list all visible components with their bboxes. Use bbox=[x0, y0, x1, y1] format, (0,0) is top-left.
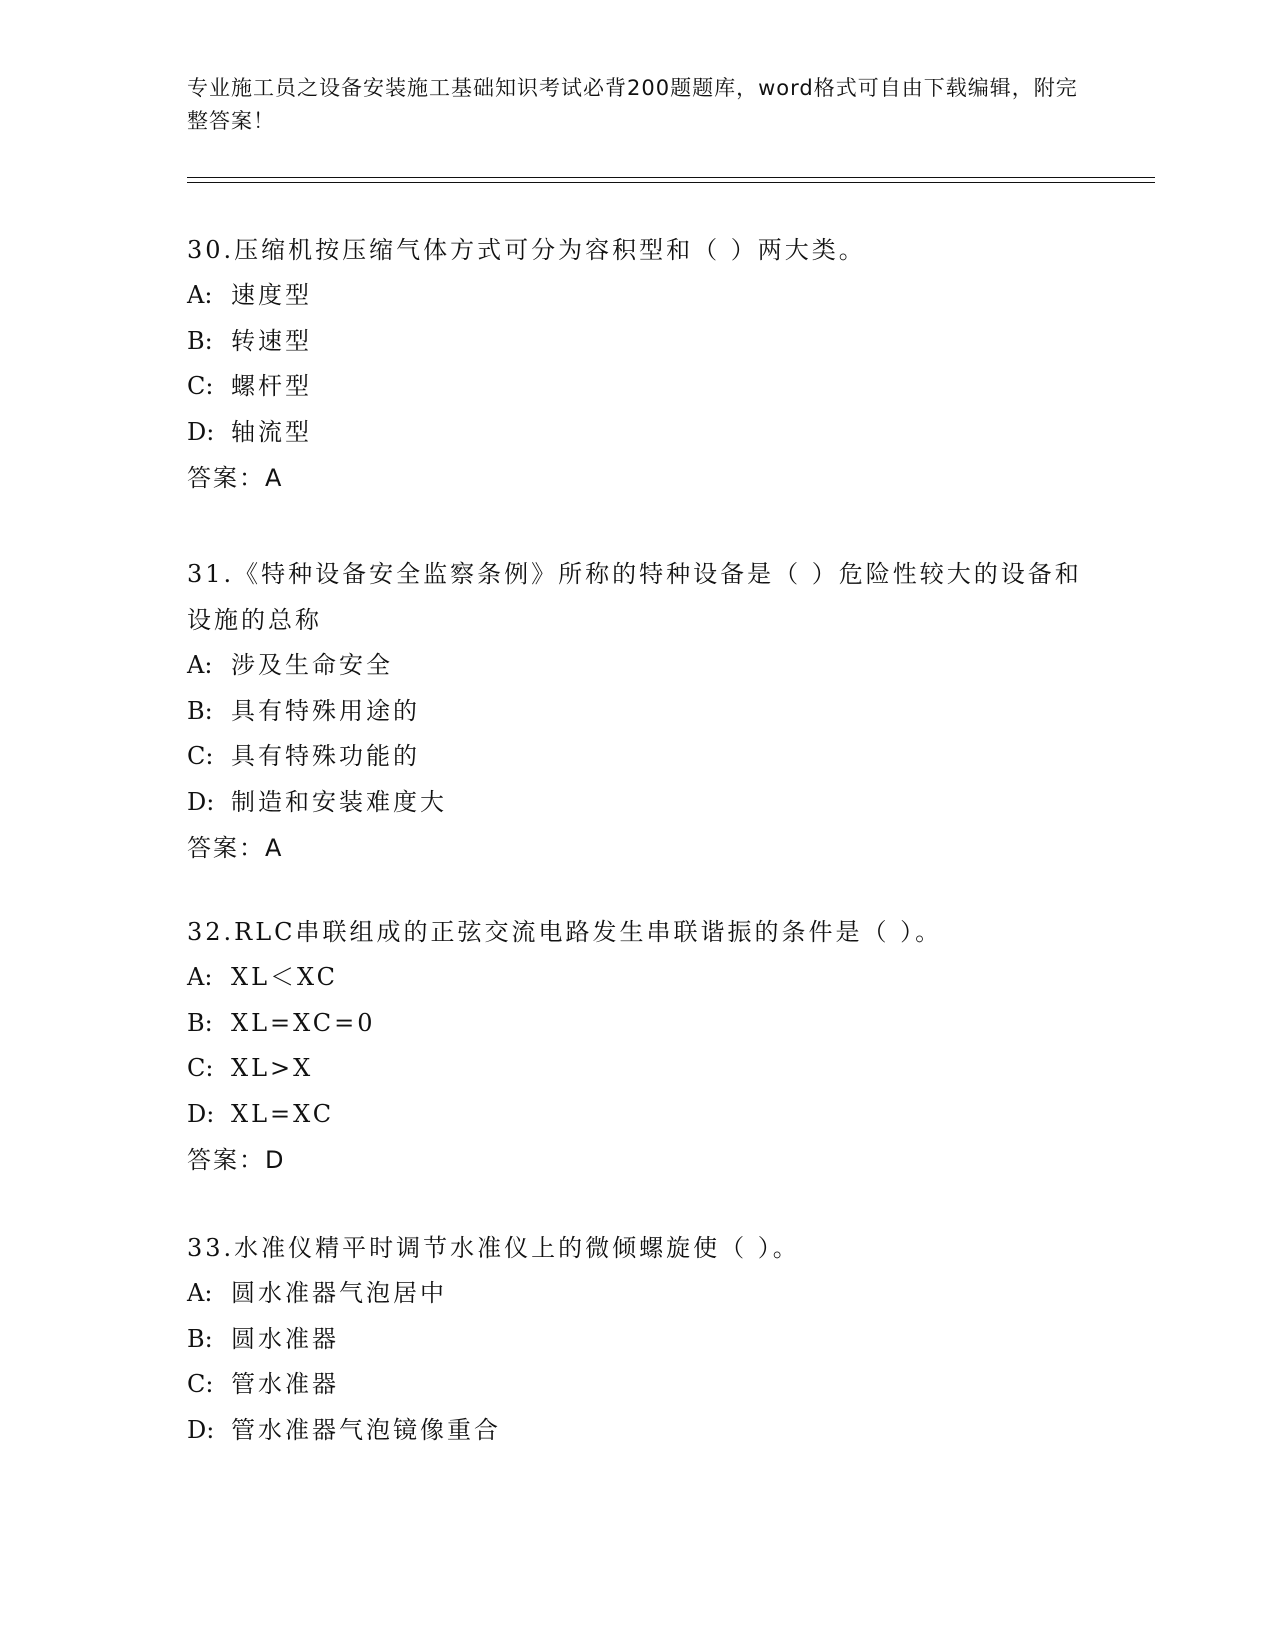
question-stem: 30.压缩机按压缩气体方式可分为容积型和（ ）两大类。 bbox=[187, 236, 866, 264]
option-d bbox=[187, 1092, 1087, 1138]
option-text: 管水准器 bbox=[231, 1370, 339, 1398]
question-31 bbox=[187, 551, 1087, 871]
option-text: 涉及生命安全 bbox=[231, 651, 393, 679]
option-a bbox=[187, 1271, 1087, 1317]
option-letter: C: bbox=[187, 1370, 214, 1398]
option-text: XL>X bbox=[231, 1054, 314, 1082]
option-c bbox=[187, 364, 1087, 410]
option-text: 转速型 bbox=[231, 326, 312, 355]
option-text: 制造和安装难度大 bbox=[231, 787, 447, 816]
option-letter: A: bbox=[187, 281, 213, 309]
option-text: 轴流型 bbox=[231, 417, 312, 446]
question-30 bbox=[187, 227, 1087, 501]
option-letter: B: bbox=[187, 1008, 213, 1037]
option-text: 具有特殊用途的 bbox=[231, 696, 420, 725]
option-c bbox=[187, 734, 1087, 780]
option-letter: D: bbox=[187, 417, 215, 446]
option-c bbox=[187, 1046, 1087, 1092]
option-letter: A: bbox=[187, 651, 213, 679]
option-letter: C: bbox=[187, 1054, 214, 1082]
option-c bbox=[187, 1362, 1087, 1408]
header-divider-top bbox=[187, 177, 1155, 178]
option-text: 圆水准器 bbox=[231, 1324, 339, 1353]
option-d bbox=[187, 410, 1087, 456]
option-d bbox=[187, 1408, 1087, 1454]
option-letter: B: bbox=[187, 696, 213, 725]
question-stem: 33.水准仪精平时调节水准仪上的微倾螺旋使（ ）。 bbox=[187, 1234, 800, 1262]
option-letter: D: bbox=[187, 787, 215, 816]
option-b bbox=[187, 1317, 1087, 1363]
option-b bbox=[187, 1001, 1087, 1047]
option-a bbox=[187, 955, 1087, 1001]
option-text: 速度型 bbox=[231, 281, 312, 309]
header-divider-bottom bbox=[187, 182, 1155, 183]
option-letter: A: bbox=[187, 963, 213, 991]
option-letter: D: bbox=[187, 1099, 215, 1128]
option-text: XL=XC=0 bbox=[231, 1008, 376, 1037]
answer-line: 答案：D bbox=[187, 1146, 286, 1174]
option-text: XL＜XC bbox=[231, 963, 339, 991]
option-a bbox=[187, 643, 1087, 689]
question-32 bbox=[187, 909, 1087, 1183]
option-a bbox=[187, 273, 1087, 319]
document-header: 专业施工员之设备安装施工基础知识考试必背200题题库，word格式可自由下载编辑，附完整答案！ bbox=[187, 76, 1078, 133]
option-letter: D: bbox=[187, 1415, 215, 1444]
option-text: XL=XC bbox=[231, 1099, 335, 1128]
option-text: 螺杆型 bbox=[231, 372, 312, 400]
answer-line: 答案：A bbox=[187, 464, 284, 492]
option-text: 圆水准器气泡居中 bbox=[231, 1279, 447, 1307]
option-text: 具有特殊功能的 bbox=[231, 742, 420, 770]
question-stem: 31.《特种设备安全监察条例》所称的特种设备是（ ）危险性较大的设备和设施的总称 bbox=[187, 560, 1082, 634]
option-d bbox=[187, 780, 1087, 826]
question-33 bbox=[187, 1225, 1087, 1453]
option-letter: B: bbox=[187, 1324, 213, 1353]
option-letter: C: bbox=[187, 742, 214, 770]
option-b bbox=[187, 689, 1087, 735]
option-letter: C: bbox=[187, 372, 214, 400]
option-letter: B: bbox=[187, 326, 213, 355]
option-text: 管水准器气泡镜像重合 bbox=[231, 1415, 501, 1444]
option-b bbox=[187, 319, 1087, 365]
answer-line: 答案：A bbox=[187, 834, 284, 862]
question-stem: 32.RLC串联组成的正弦交流电路发生串联谐振的条件是（ ）。 bbox=[187, 918, 943, 946]
option-letter: A: bbox=[187, 1279, 213, 1307]
